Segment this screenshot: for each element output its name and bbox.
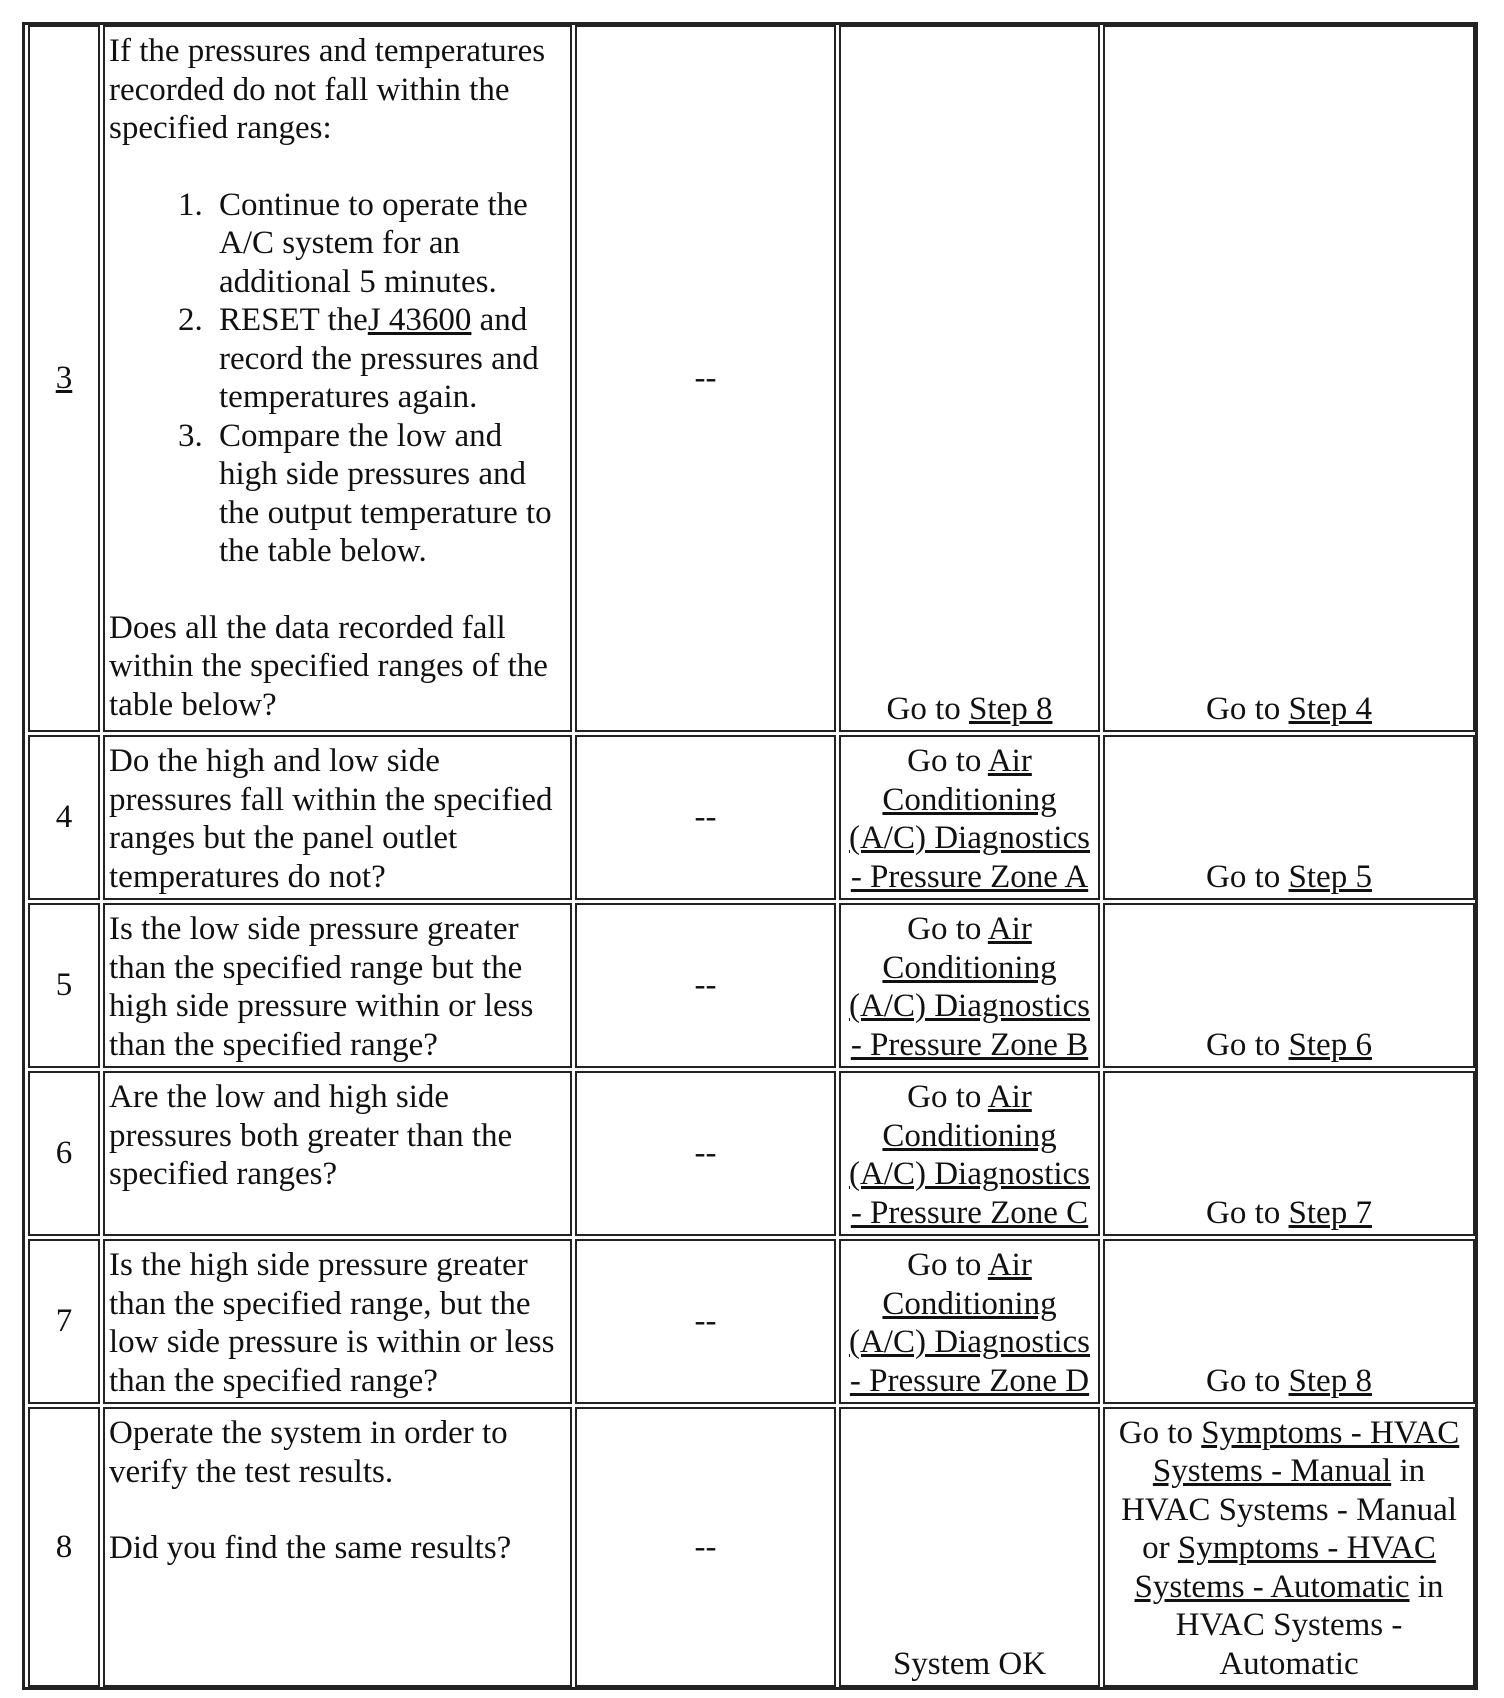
value-cell: -- — [575, 735, 836, 900]
step-8-action-cell — [103, 1407, 572, 1687]
go-to-step-8-link[interactable]: Step 8 — [969, 690, 1053, 727]
step-number-cell: 7 — [28, 1239, 100, 1404]
pressure-zone-d-link[interactable]: Air Conditioning (A/C) Diagnostics - Pressure Zone D — [848, 1247, 1091, 1399]
list-item: 3. Compare the low and high side pressures and the output temperature to the table below. — [211, 417, 566, 571]
step-number-cell: 4 — [28, 735, 100, 900]
pressure-zone-a-link[interactable]: Air Conditioning (A/C) Diagnostics - Pressure Zone A — [848, 743, 1091, 895]
no-cell: Go to Symptoms - HVAC Systems - Manual in HVAC Systems - Manual or Symptoms - HVAC Systems - Automatic in HVAC Systems - Automatic — [1103, 1407, 1475, 1687]
step-3-link[interactable]: 3 — [55, 360, 73, 397]
step-5-question: Is the low side pressure greater than the specified range but the high side pressure within or less than the specified range? — [103, 903, 572, 1068]
step-number-cell: 8 — [28, 1407, 100, 1687]
no-cell: Go to Step 5 — [1103, 735, 1475, 900]
value-cell: -- — [575, 1239, 836, 1404]
step-3-question: Does all the data recorded fall within the specified ranges of the table below? — [109, 609, 548, 723]
pressure-zone-c-link[interactable]: Air Conditioning (A/C) Diagnostics - Pressure Zone C — [848, 1079, 1091, 1231]
no-cell: Go to Step 8 — [1103, 1239, 1475, 1404]
go-to-step-6-link[interactable]: Step 6 — [1288, 1026, 1372, 1063]
no-cell: Go to Step 4 — [1103, 25, 1475, 732]
step-3-action-cell — [103, 25, 572, 732]
yes-cell: Go to Air Conditioning (A/C) Diagnostics - Pressure Zone D — [839, 1239, 1100, 1404]
step-6-question: Are the low and high side pressures both greater than the specified ranges? — [103, 1071, 572, 1236]
step-number-cell: 5 — [28, 903, 100, 1068]
value-cell: -- — [575, 903, 836, 1068]
go-to-step-4-link[interactable]: Step 4 — [1288, 690, 1372, 727]
step-8-question: Did you find the same results? — [109, 1530, 512, 1566]
no-cell: Go to Step 6 — [1103, 903, 1475, 1068]
yes-cell: Go to Air Conditioning (A/C) Diagnostics - Pressure Zone A — [839, 735, 1100, 900]
yes-cell: Go to Air Conditioning (A/C) Diagnostics - Pressure Zone B — [839, 903, 1100, 1068]
step-8-action: Operate the system in order to verify the test results. — [109, 1415, 508, 1490]
tool-j43600-link[interactable]: J 43600 — [367, 302, 472, 338]
go-to-step-5-link[interactable]: Step 5 — [1288, 858, 1372, 895]
step-3-instructions-list — [109, 186, 566, 571]
step-4-question: Do the high and low side pressures fall within the specified ranges but the panel outlet temperatures do not? — [103, 735, 572, 900]
list-item: 2. RESET theJ 43600 and record the pressures and temperatures again. — [211, 301, 566, 417]
go-to-step-7-link[interactable]: Step 7 — [1288, 1194, 1372, 1231]
yes-cell: Go to Step 8 — [839, 25, 1100, 732]
go-to-step-8-link[interactable]: Step 8 — [1288, 1362, 1372, 1399]
value-cell: -- — [575, 1407, 836, 1687]
symptoms-hvac-automatic-link[interactable]: Symptoms - HVAC Systems - Automatic — [1134, 1530, 1436, 1605]
system-ok-text: System OK — [892, 1645, 1047, 1682]
symptoms-hvac-manual-link[interactable]: Symptoms - HVAC Systems - Manual — [1152, 1414, 1460, 1489]
no-cell: Go to Step 7 — [1103, 1071, 1475, 1236]
list-item: 1. Continue to operate the A/C system for an additional 5 minutes. — [211, 186, 566, 302]
step-3-intro: If the pressures and temperatures recorded do not fall within the specified ranges: — [109, 33, 546, 146]
yes-cell — [839, 1407, 1100, 1687]
step-number-cell — [28, 25, 100, 732]
yes-cell: Go to Air Conditioning (A/C) Diagnostics - Pressure Zone C — [839, 1071, 1100, 1236]
step-number-cell: 6 — [28, 1071, 100, 1236]
value-cell: -- — [575, 1071, 836, 1236]
step-7-question: Is the high side pressure greater than the specified range, but the low side pressure is within or less than the specified range? — [103, 1239, 572, 1404]
value-cell: -- — [575, 25, 836, 732]
pressure-zone-b-link[interactable]: Air Conditioning (A/C) Diagnostics - Pressure Zone B — [848, 911, 1091, 1063]
